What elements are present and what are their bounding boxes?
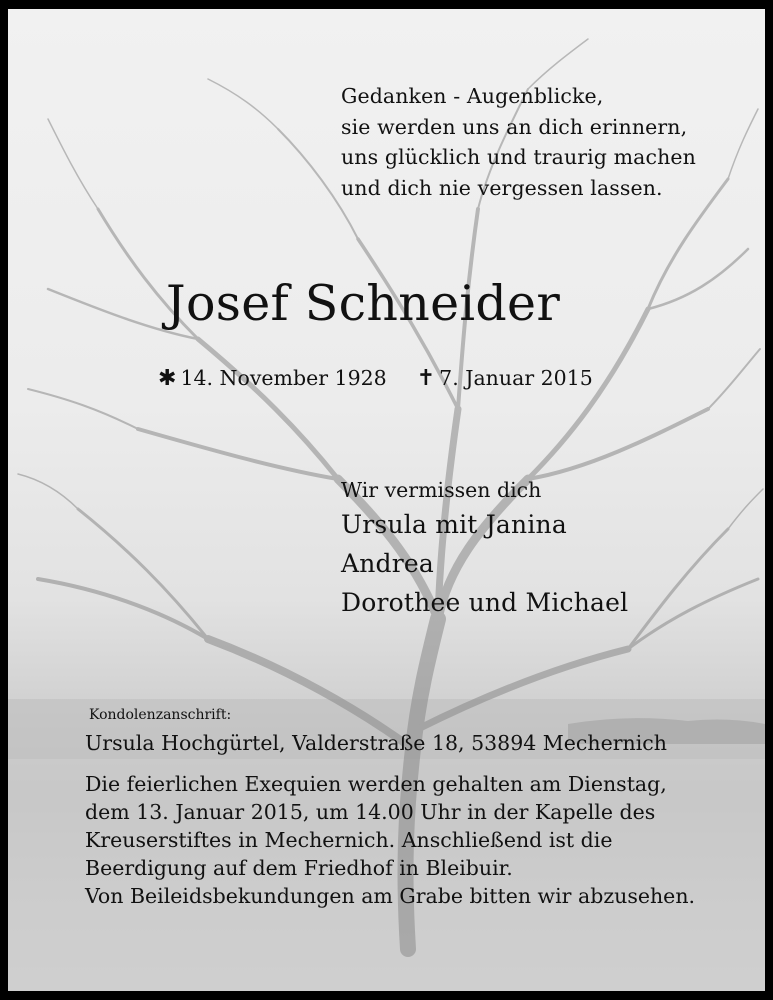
poem-line: Gedanken - Augenblicke, — [341, 84, 604, 108]
mourners — [341, 475, 628, 622]
funeral-details — [85, 770, 695, 910]
birth-date: 14. November 1928 — [180, 366, 387, 390]
details-line: dem 13. Januar 2015, um 14.00 Uhr in der Kapelle des — [85, 800, 656, 824]
condolence-label: Kondolenzanschrift: — [89, 707, 232, 723]
details-line: Von Beileidsbekundungen am Grabe bitten wir abzusehen. — [85, 884, 696, 908]
poem-line: sie werden uns an dich erinnern, — [341, 114, 688, 139]
mourners-intro: Wir vermissen dich — [341, 478, 542, 502]
mourner-name: Andrea — [341, 549, 435, 578]
mourner-name: Ursula mit Janina — [341, 510, 567, 539]
life-dates — [158, 366, 593, 391]
poem — [341, 81, 696, 203]
death-cross-icon: ✝ — [416, 366, 436, 391]
birth-star-icon: ✱ — [158, 366, 177, 391]
details-line: Kreuserstiftes in Mechernich. Anschließend ist die — [85, 828, 613, 852]
details-line: Beerdigung auf dem Friedhof in Bleibuir. — [85, 856, 513, 880]
poem-line: uns glücklich und traurig machen — [341, 145, 696, 169]
condolence-address: Ursula Hochgürtel, Valderstraße 18, 53894 Mechernich — [85, 731, 667, 755]
deceased-name: Josef Schneider — [166, 275, 561, 332]
poem-line: und dich nie vergessen lassen. — [341, 175, 663, 200]
details-line: Die feierlichen Exequien werden gehalten am Dienstag, — [85, 772, 667, 796]
mourner-name: Dorothee und Michael — [341, 588, 629, 617]
death-date: 7. Januar 2015 — [439, 366, 593, 390]
